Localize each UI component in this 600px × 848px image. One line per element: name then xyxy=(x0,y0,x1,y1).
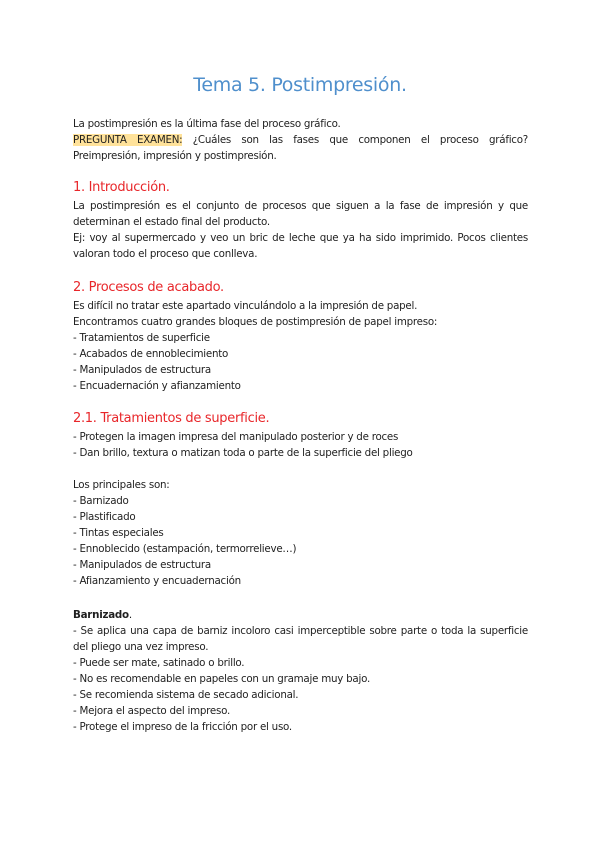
section-heading-tratamientos: 2.1. Tratamientos de superficie. xyxy=(73,411,270,426)
barnizado-list xyxy=(73,655,528,735)
paragraph: Encontramos cuatro grandes bloques de postimpresión de papel impreso: xyxy=(73,316,438,328)
list-item: - Encuadernación y afianzamiento xyxy=(73,380,241,392)
section-heading-introduccion: 1. Introducción. xyxy=(73,180,170,195)
list-item: - Puede ser mate, satinado o brillo. xyxy=(73,657,245,669)
paragraph: La postimpresión es el conjunto de procesos que siguen a la fase de impresión y que determinan el estado final del producto. xyxy=(73,200,528,228)
paragraph: - Se aplica una capa de barniz incoloro casi imperceptible sobre parte o toda la superficie del pliego una vez impreso. xyxy=(73,625,528,653)
section-tratamientos-body xyxy=(73,429,528,589)
barnizado-block xyxy=(73,607,528,735)
list-item: - Afianzamiento y encuadernación xyxy=(73,575,241,587)
section-introduccion-body xyxy=(73,198,528,262)
list-item: - Tintas especiales xyxy=(73,527,164,539)
intro-line: La postimpresión es la última fase del proceso gráfico. xyxy=(73,118,341,130)
bloques-list xyxy=(73,330,528,394)
list-item: - Ennoblecido (estampación, termorrelieve…) xyxy=(73,543,297,555)
list-item: - Barnizado xyxy=(73,495,129,507)
list-item: - Manipulados de estructura xyxy=(73,364,211,376)
paragraph: Ej: voy al supermercado y veo un bric de leche que ya ha sido imprimido. Pocos clientes valoran todo el proceso que conlleva. xyxy=(73,232,528,260)
barnizado-heading-suffix: . xyxy=(128,609,132,621)
list-item: - Protegen la imagen impresa del manipulado posterior y de roces xyxy=(73,431,399,443)
list-item: - Tratamientos de superficie xyxy=(73,332,210,344)
exam-question xyxy=(73,132,528,148)
exam-answer: Preimpresión, impresión y postimpresión. xyxy=(73,150,277,162)
list-item: - Plastificado xyxy=(73,511,136,523)
list-item: - Dan brillo, textura o matizan toda o parte de la superficie del pliego xyxy=(73,447,413,459)
section-heading-procesos-acabado: 2. Procesos de acabado. xyxy=(73,280,224,295)
exam-question-text: ¿Cuáles son las fases que componen el proceso gráfico? xyxy=(182,134,528,146)
page-title: Tema 5. Postimpresión. xyxy=(193,74,407,96)
list-item: - Acabados de ennoblecimiento xyxy=(73,348,229,360)
exam-label-highlight: PREGUNTA EXAMEN: xyxy=(73,134,183,146)
list-item: - No es recomendable en papeles con un gramaje muy bajo. xyxy=(73,673,370,685)
barnizado-heading xyxy=(73,607,528,623)
principales-list xyxy=(73,493,528,589)
list-item: - Mejora el aspecto del impreso. xyxy=(73,705,231,717)
intro-block xyxy=(73,116,528,164)
barnizado-heading-text: Barnizado xyxy=(73,609,129,621)
list-item: - Se recomienda sistema de secado adicional. xyxy=(73,689,299,701)
principales-label: Los principales son: xyxy=(73,479,170,491)
list-item: - Protege el impreso de la fricción por el uso. xyxy=(73,721,292,733)
list-item: - Manipulados de estructura xyxy=(73,559,211,571)
paragraph: Es difícil no tratar este apartado vinculándolo a la impresión de papel. xyxy=(73,300,418,312)
tratamientos-list xyxy=(73,429,528,461)
section-procesos-body xyxy=(73,298,528,394)
